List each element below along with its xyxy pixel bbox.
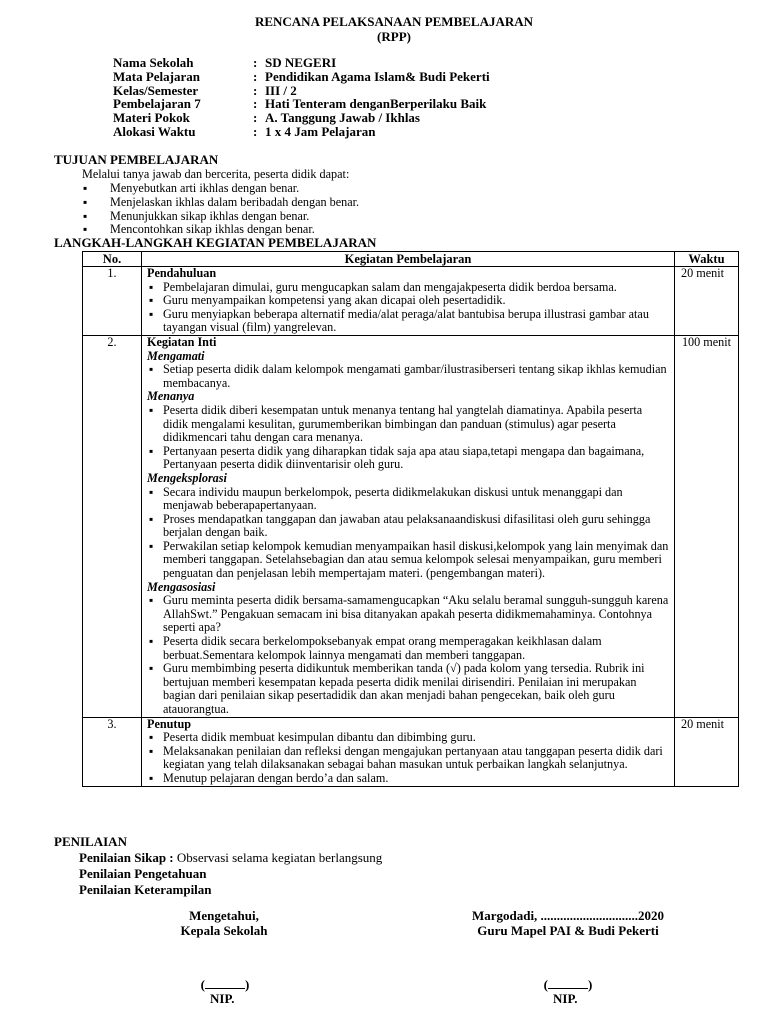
- activity-item: ▪ Guru menyiapkan beberapa alternatif media/alat peraga/alat bantubisa berupa illustrasi gambar atau tayangan visual (film) yangrelevan.: [147, 308, 670, 335]
- tujuan-heading: TUJUAN PEMBELAJARAN: [54, 152, 219, 167]
- table-header-row: [83, 252, 739, 267]
- identity-label: Mata Pelajaran: [113, 68, 201, 84]
- identity-value: Pendidikan Agama Islam& Budi Pekerti: [265, 68, 490, 84]
- sub-phase-title: Mengamati: [147, 348, 205, 363]
- penilaian-heading: PENILAIAN: [54, 834, 127, 849]
- row-number: 1.: [83, 267, 142, 336]
- phase-title: Kegiatan Inti: [147, 334, 217, 349]
- row-number: 2.: [83, 335, 142, 717]
- activity-item: ▪ Melaksanakan penilaian dan refleksi dengan mengajukan pertanyaan atau tanggapan peserta didik dari kegiatan yang telah dilaksanakan sebagai bahan masukan untuk perbaikan langkah selanjutnya.: [147, 745, 670, 772]
- identity-label: Nama Sekolah: [113, 55, 194, 70]
- row-duration: 20 menit: [675, 267, 739, 336]
- activity-item: ▪ Guru menyampaikan kompetensi yang akan dicapai oleh pesertadidik.: [147, 294, 670, 308]
- activity-item: ▪ Proses mendapatkan tanggapan dan jawaban atau pelaksanaandiskusi difasilitasi oleh guru sehingga berjalan dengan baik.: [147, 513, 670, 540]
- name-underline: [205, 976, 245, 989]
- document-subtitle: (RPP): [377, 29, 411, 44]
- tujuan-item: ▪ Mencontohkan sikap ikhlas dengan benar.: [110, 223, 359, 237]
- paren-close: ): [588, 977, 593, 992]
- activity-item: ▪ Guru meminta peserta didik bersama-samamengucapkan “Aku selalu beramal sungguh-sungguh karena AllahSwt.” Pengakuan semacam ini bisa ditanyakan apakah peserta didikmemahaminya. Contohnya seperti apa?: [147, 594, 670, 635]
- activity-list: [147, 404, 670, 472]
- identity-colon: :: [253, 110, 258, 126]
- col-header-no: No.: [83, 252, 142, 267]
- signature-left-line1: Mengetahui,: [189, 908, 259, 923]
- activity-item: ▪ Pembelajaran dimulai, guru mengucapkan salam dan mengajakpeserta didik berdoa bersama.: [147, 281, 670, 295]
- paren-close: ): [245, 977, 250, 992]
- signature-left-name-blank: [198, 976, 252, 992]
- table-row: [83, 267, 739, 336]
- identity-row: [113, 125, 490, 139]
- identity-row: [113, 111, 490, 125]
- activity-item: ▪ Pertanyaan peserta didik yang diharapkan tidak saja apa atau siapa,tetapi mengapa dan bagaimana, Pertanyaan peserta didik diinventarisir oleh guru.: [147, 445, 670, 472]
- identity-row: [113, 70, 490, 84]
- signature-left: [158, 908, 290, 938]
- signature-right: [458, 908, 678, 938]
- activity-item: ▪ Perwakilan setiap kelompok kemudian menyampaikan hasil diskusi,kelompok yang lain menyimak dan memberi tanggapan. Setelahsebagian dan atau semua kelompok selesai menyampaikan, guru memberi penguatan dan penjelasan lebih mempertajam materi. (pengembangan materi).: [147, 540, 670, 581]
- identity-block: [113, 56, 490, 139]
- identity-row: [113, 84, 490, 98]
- col-header-kegiatan: Kegiatan Pembelajaran: [142, 252, 675, 267]
- identity-colon: :: [253, 96, 258, 112]
- identity-value: Hati Tenteram denganBerperilaku Baik: [265, 96, 487, 112]
- penilaian-keterampilan: Penilaian Keterampilan: [79, 882, 212, 897]
- identity-colon: :: [253, 68, 258, 84]
- activity-list: [147, 594, 670, 716]
- tujuan-item: ▪ Menyebutkan arti ikhlas dengan benar.: [110, 182, 359, 196]
- identity-value: A. Tanggung Jawab / Ikhlas: [265, 110, 420, 126]
- signature-right-line1: Margodadi, ..............................2020: [471, 908, 665, 923]
- row-number: 3.: [83, 717, 142, 786]
- tujuan-item: ▪ Menjelaskan ikhlas dalam beribadah dengan benar.: [110, 196, 359, 210]
- activity-list: [147, 731, 670, 785]
- table-row: [83, 335, 739, 717]
- row-activities: [142, 717, 675, 786]
- signature-left-line2: Kepala Sekolah: [180, 923, 268, 938]
- activity-item: ▪ Guru membimbing peserta didikuntuk memberikan tanda (√) pada kolom yang tersedia. Rubrik ini bertujuan memberi kesempatan kepada peserta didik menilai dirisendiri. Penilaian ini merupakan bagian dari penilaian sikap pesertadidik dan akan menjadi bahan pengecekan, baik oleh guru atauorangtua.: [147, 662, 670, 716]
- nip-right: NIP.: [553, 991, 578, 1006]
- activity-item: ▪ Secara individu maupun berkelompok, peserta didikmelakukan diskusi untuk menanggapi dan menjawab beberapapertanyaan.: [147, 486, 670, 513]
- activity-item: ▪ Setiap peserta didik dalam kelompok mengamati gambar/ilustrasiberseri tentang sikap ikhlas kemudian membacanya.: [147, 363, 670, 390]
- row-activities: [142, 335, 675, 717]
- col-header-waktu: Waktu: [675, 252, 739, 267]
- identity-value: 1 x 4 Jam Pelajaran: [265, 123, 376, 139]
- activity-list: [147, 486, 670, 581]
- identity-label: Alokasi Waktu: [113, 123, 196, 139]
- identity-value: III / 2: [265, 82, 297, 98]
- penilaian-pengetahuan: Penilaian Pengetahuan: [79, 866, 207, 881]
- document-title: RENCANA PELAKSANAAN PEMBELAJARAN: [254, 14, 534, 29]
- name-underline: [548, 976, 588, 989]
- sub-phase-title: Menanya: [147, 389, 195, 404]
- activity-list: [147, 281, 670, 335]
- row-duration: 20 menit: [675, 717, 739, 786]
- table-row: [83, 717, 739, 786]
- penilaian-sikap: [79, 850, 382, 866]
- sub-phase-title: Mengasosiasi: [147, 579, 216, 594]
- activity-item: ▪ Peserta didik diberi kesempatan untuk menanya tentang hal yangtelah diamatinya. Apabila peserta didik mengalami kesulitan, gurumemberikan bimbingan dan panduan (stimulus) agar peserta didikmencari tahu dengan cara menanya.: [147, 404, 670, 445]
- activities-table: [82, 251, 739, 787]
- langkah-heading: LANGKAH-LANGKAH KEGIATAN PEMBELAJARAN: [54, 235, 377, 250]
- identity-row: [113, 56, 490, 70]
- activity-list: [147, 363, 670, 390]
- tujuan-item: ▪ Menunjukkan sikap ikhlas dengan benar.: [110, 210, 359, 224]
- identity-colon: :: [253, 82, 258, 98]
- tujuan-intro: Melalui tanya jawab dan bercerita, peserta didik dapat:: [82, 167, 350, 181]
- signature-right-line2: Guru Mapel PAI & Budi Pekerti: [477, 923, 659, 938]
- signature-right-name-blank: [540, 976, 596, 992]
- paren-open: (: [200, 977, 205, 992]
- identity-row: [113, 97, 490, 111]
- sub-phase-title: Mengeksplorasi: [147, 470, 227, 485]
- identity-label: Materi Pokok: [113, 110, 190, 126]
- identity-colon: :: [253, 55, 258, 70]
- identity-colon: :: [253, 123, 258, 139]
- identity-value: SD NEGERI: [265, 55, 337, 70]
- paren-open: (: [543, 977, 548, 992]
- penilaian-sikap-label: Penilaian Sikap :: [79, 850, 174, 865]
- penilaian-sikap-value: Observasi selama kegiatan berlangsung: [173, 850, 383, 865]
- identity-label: Kelas/Semester: [113, 82, 199, 98]
- tujuan-list: [110, 182, 359, 237]
- nip-left: NIP.: [210, 991, 235, 1006]
- row-duration: 100 menit: [675, 335, 739, 717]
- activity-item: ▪ Peserta didik membuat kesimpulan dibantu dan dibimbing guru.: [147, 731, 670, 745]
- phase-title: Penutup: [147, 716, 192, 731]
- identity-label: Pembelajaran 7: [113, 96, 201, 112]
- row-activities: [142, 267, 675, 336]
- penilaian-items: [79, 850, 382, 898]
- phase-title: Pendahuluan: [147, 266, 217, 280]
- activity-item: ▪ Menutup pelajaran dengan berdo’a dan salam.: [147, 772, 670, 786]
- activity-item: ▪ Peserta didik secara berkelompoksebanyak empat orang memperagakan keikhlasan dalam berbuat.Sementara kelompok lainnya mengamati dan memberi tanggapan.: [147, 635, 670, 662]
